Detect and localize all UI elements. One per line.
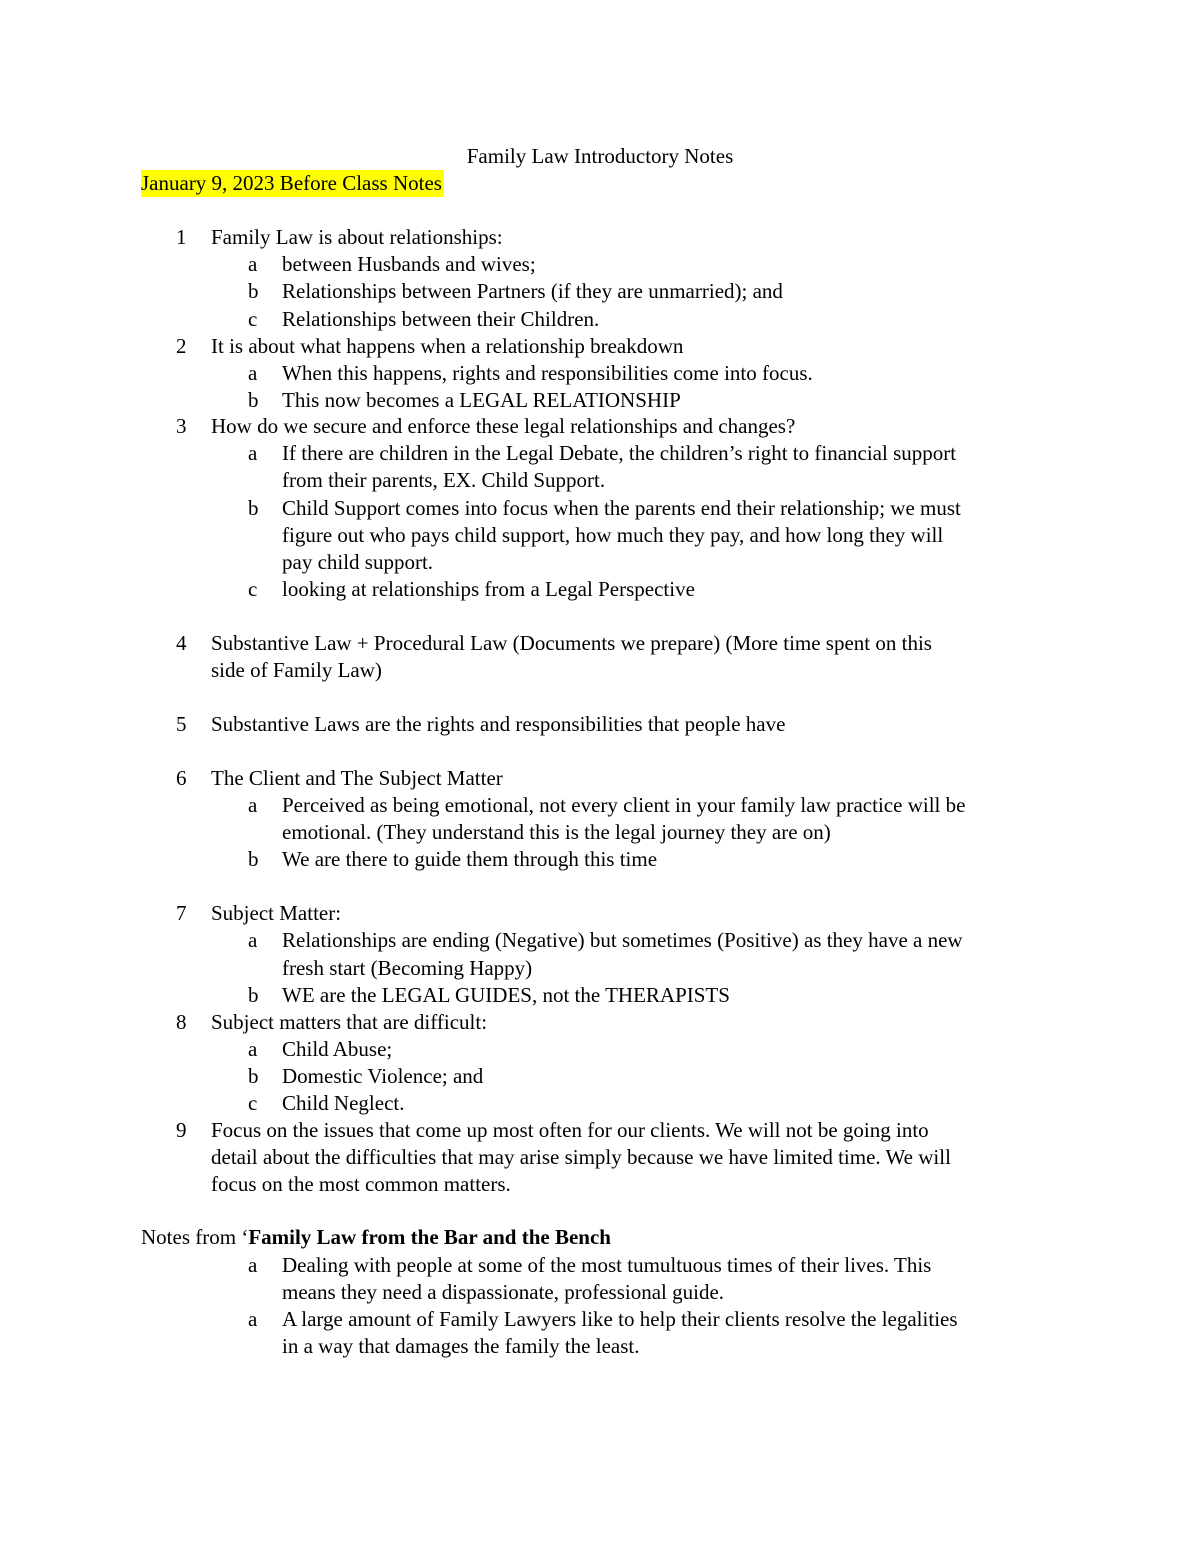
- item-text: We are there to guide them through this time: [282, 847, 658, 871]
- item-letter: c: [248, 307, 258, 331]
- item-text-continued: pay child support.: [282, 550, 434, 574]
- item-text: The Client and The Subject Matter: [211, 766, 503, 790]
- item-letter: a: [248, 252, 258, 276]
- item-text: Family Law is about relationships:: [211, 225, 503, 249]
- item-number: 3: [176, 414, 187, 438]
- item-text: Relationships between Partners (if they are unmarried); and: [282, 279, 783, 303]
- item-text: Child Abuse;: [282, 1037, 393, 1061]
- item-text: Focus on the issues that come up most often for our clients. We will not be going into: [211, 1118, 929, 1142]
- item-text-continued: means they need a dispassionate, professional guide.: [282, 1280, 725, 1304]
- item-letter: b: [248, 983, 259, 1007]
- item-letter: b: [248, 388, 259, 412]
- item-text: Subject Matter:: [211, 901, 342, 925]
- item-letter: a: [248, 793, 258, 817]
- item-text-continued: from their parents, EX. Child Support.: [282, 468, 606, 492]
- item-text: Perceived as being emotional, not every client in your family law practice will be: [282, 793, 966, 817]
- item-letter: a: [248, 1037, 258, 1061]
- item-text: Child Support comes into focus when the parents end their relationship; we must: [282, 496, 961, 520]
- item-text: How do we secure and enforce these legal relationships and changes?: [211, 414, 796, 438]
- item-text: Domestic Violence; and: [282, 1064, 484, 1088]
- item-number: 2: [176, 334, 187, 358]
- item-letter: b: [248, 496, 259, 520]
- item-text-continued: focus on the most common matters.: [211, 1172, 511, 1196]
- item-text-continued: fresh start (Becoming Happy): [282, 956, 533, 980]
- item-text: Relationships between their Children.: [282, 307, 600, 331]
- item-text-continued: emotional. (They understand this is the legal journey they are on): [282, 820, 831, 844]
- item-text: Relationships are ending (Negative) but sometimes (Positive) as they have a new: [282, 928, 963, 952]
- item-number: 9: [176, 1118, 187, 1142]
- item-letter: c: [248, 1091, 258, 1115]
- item-text-continued: figure out who pays child support, how much they pay, and how long they will: [282, 523, 944, 547]
- item-text: Dealing with people at some of the most tumultuous times of their lives. This: [282, 1253, 932, 1277]
- item-text: Substantive Laws are the rights and responsibilities that people have: [211, 712, 786, 736]
- item-letter: a: [248, 928, 258, 952]
- notes-from-prefix: Notes from ‘: [141, 1225, 249, 1249]
- item-text: When this happens, rights and responsibilities come into focus.: [282, 361, 813, 385]
- item-text: It is about what happens when a relationship breakdown: [211, 334, 684, 358]
- item-letter: a: [248, 361, 258, 385]
- item-text: looking at relationships from a Legal Perspective: [282, 577, 695, 601]
- item-text: Subject matters that are difficult:: [211, 1010, 488, 1034]
- book-title: Family Law from the Bar and the Bench: [248, 1225, 611, 1249]
- item-text: This now becomes a LEGAL RELATIONSHIP: [282, 388, 681, 412]
- item-number: 1: [176, 225, 187, 249]
- item-text: Child Neglect.: [282, 1091, 405, 1115]
- item-text: If there are children in the Legal Debate, the children’s right to financial support: [282, 441, 957, 465]
- item-letter: b: [248, 1064, 259, 1088]
- date-heading: January 9, 2023 Before Class Notes: [141, 171, 442, 195]
- item-letter: c: [248, 577, 258, 601]
- document-title: Family Law Introductory Notes: [466, 144, 734, 168]
- item-text: Substantive Law + Procedural Law (Documents we prepare) (More time spent on this: [211, 631, 932, 655]
- item-letter: b: [248, 847, 259, 871]
- item-letter: b: [248, 279, 259, 303]
- item-text: between Husbands and wives;: [282, 252, 536, 276]
- notes-from-heading: [141, 1224, 611, 1251]
- item-text-continued: in a way that damages the family the least.: [282, 1334, 640, 1358]
- item-letter: a: [248, 1253, 258, 1277]
- item-number: 8: [176, 1010, 187, 1034]
- item-number: 4: [176, 631, 187, 655]
- item-text: A large amount of Family Lawyers like to help their clients resolve the legalities: [282, 1307, 958, 1331]
- item-text: WE are the LEGAL GUIDES, not the THERAPISTS: [282, 983, 730, 1007]
- item-number: 7: [176, 901, 187, 925]
- item-number: 5: [176, 712, 187, 736]
- item-letter: a: [248, 1307, 258, 1331]
- item-text-continued: side of Family Law): [211, 658, 382, 682]
- item-number: 6: [176, 766, 187, 790]
- item-text-continued: detail about the difficulties that may arise simply because we have limited time. We will: [211, 1145, 951, 1169]
- item-letter: a: [248, 441, 258, 465]
